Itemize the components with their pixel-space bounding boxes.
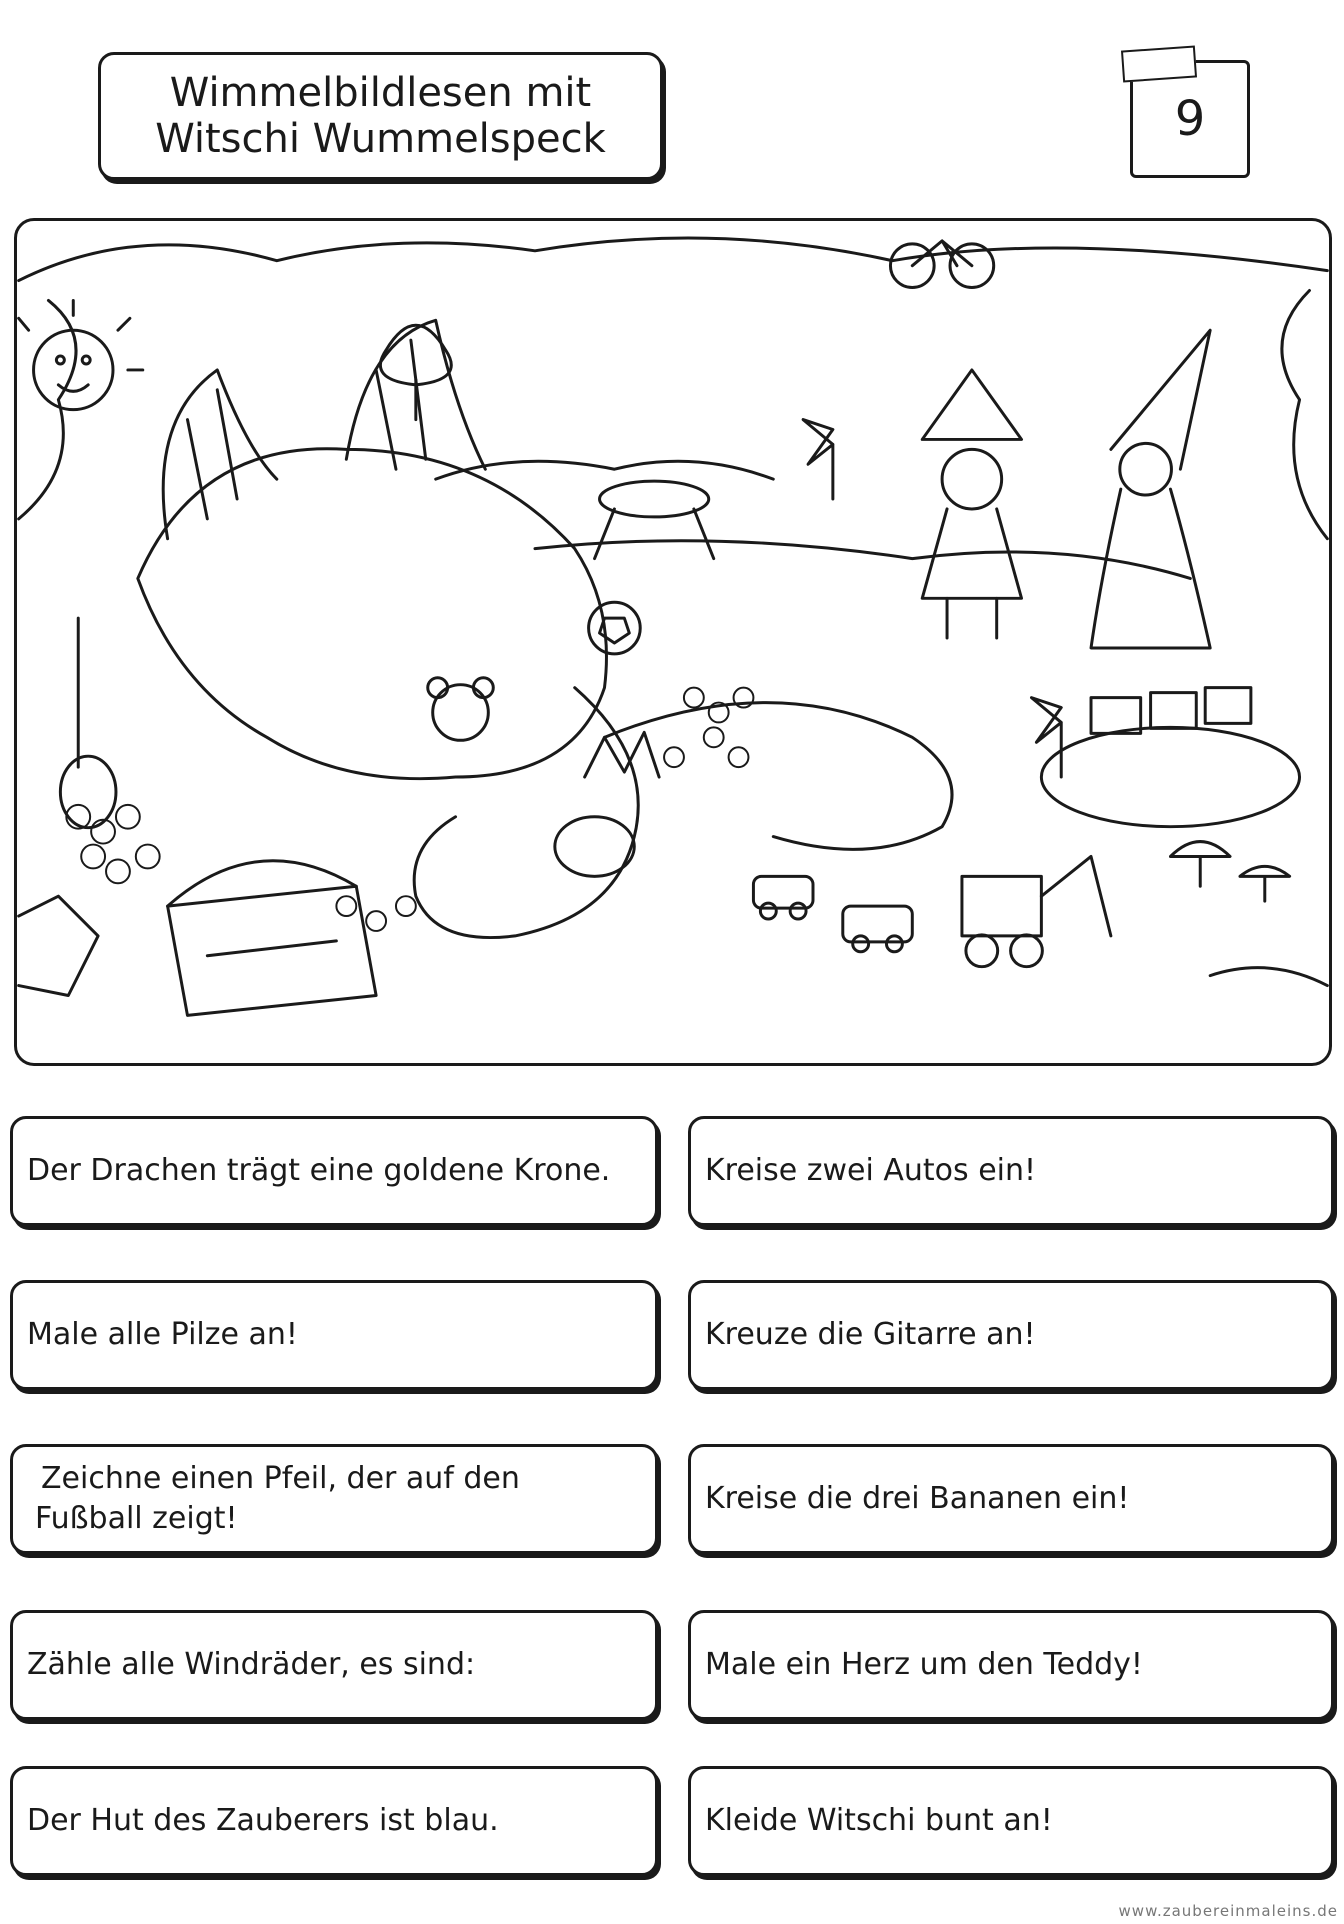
task-text: Der Hut des Zauberers ist blau. xyxy=(27,1803,499,1838)
task-text-line-1: Zeichne einen Pfeil, der auf den xyxy=(41,1461,520,1496)
task-mushrooms xyxy=(10,1280,658,1390)
task-cars xyxy=(688,1116,1334,1226)
task-text: Male alle Pilze an! xyxy=(27,1317,298,1352)
task-text: Zähle alle Windräder, es sind: xyxy=(27,1647,476,1682)
page-number: 9 xyxy=(1174,91,1206,147)
task-text: Kreise zwei Autos ein! xyxy=(705,1153,1037,1188)
hidden-object-picture xyxy=(14,218,1332,1066)
task-text-line-2: Fußball zeigt! xyxy=(35,1501,238,1536)
title-line-2: Witschi Wummelspeck xyxy=(155,116,606,162)
task-text: Male ein Herz um den Teddy! xyxy=(705,1647,1143,1682)
task-football-arrow xyxy=(10,1444,658,1554)
task-text: Kreise die drei Bananen ein! xyxy=(705,1481,1130,1516)
task-wizard-hat xyxy=(10,1766,658,1876)
title-box xyxy=(98,52,663,180)
task-bananas xyxy=(688,1444,1334,1554)
task-text: Der Drachen trägt eine goldene Krone. xyxy=(27,1153,611,1188)
task-teddy-heart xyxy=(688,1610,1334,1720)
footer-url: www.zaubereinmaleins.de xyxy=(1118,1902,1338,1920)
task-text: Kleide Witschi bunt an! xyxy=(705,1803,1053,1838)
title-line-1: Wimmelbildlesen mit xyxy=(169,70,592,116)
task-dragon-crown xyxy=(10,1116,658,1226)
line-art-illustration xyxy=(17,221,1329,1063)
tape-strip xyxy=(1121,45,1197,82)
task-witschi-color xyxy=(688,1766,1334,1876)
task-text: Kreuze die Gitarre an! xyxy=(705,1317,1036,1352)
task-pinwheels xyxy=(10,1610,658,1720)
task-guitar xyxy=(688,1280,1334,1390)
